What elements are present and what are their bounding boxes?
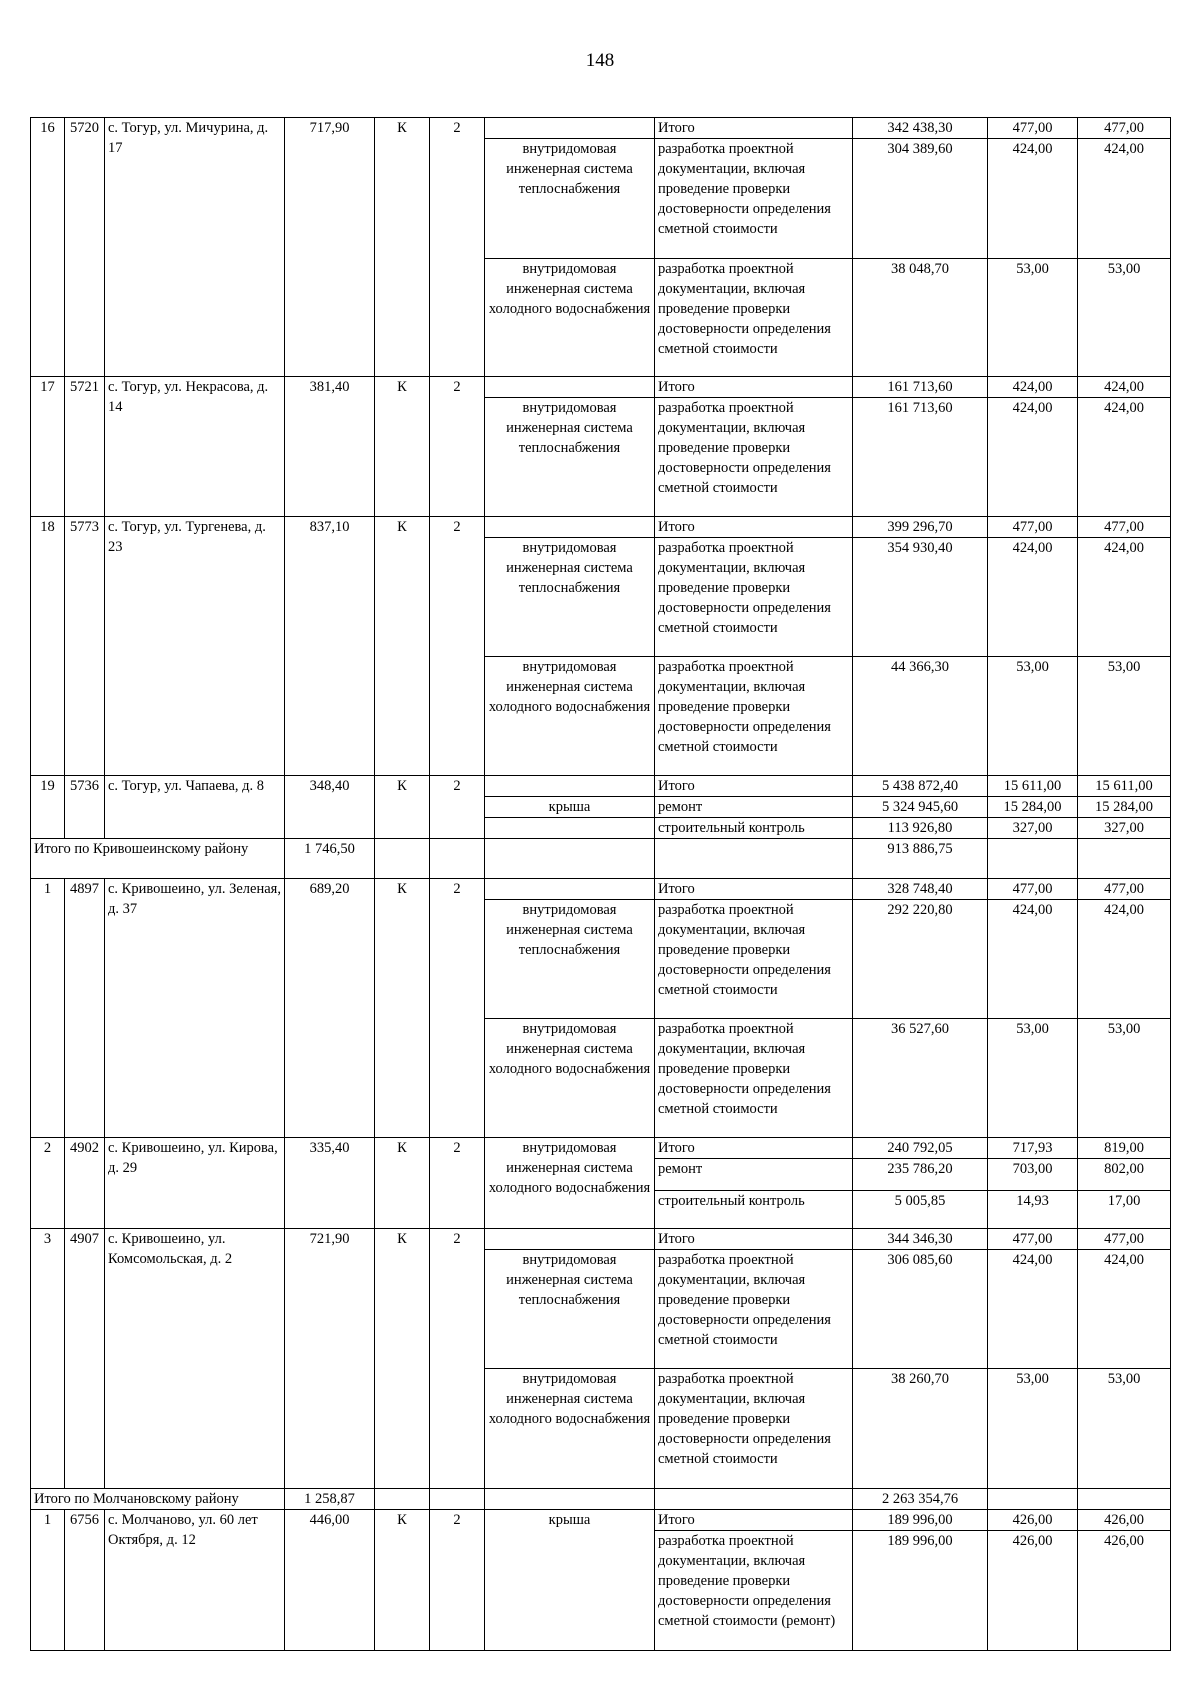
house-id: 5721 bbox=[65, 377, 105, 517]
work-type: Итого bbox=[655, 517, 853, 538]
district-total-sum: 913 886,75 bbox=[853, 839, 988, 879]
house-id: 4907 bbox=[65, 1229, 105, 1489]
row-number: 17 bbox=[31, 377, 65, 517]
table-row bbox=[31, 1138, 1171, 1159]
cost-total: 161 713,60 bbox=[853, 377, 988, 398]
house-stage: 2 bbox=[430, 1229, 485, 1489]
cost-limit-per-sqm: 477,00 bbox=[1078, 517, 1171, 538]
cost-per-sqm: 424,00 bbox=[988, 398, 1078, 517]
work-type: Итого bbox=[655, 1138, 853, 1159]
house-area: 348,40 bbox=[285, 776, 375, 839]
cost-total: 240 792,05 bbox=[853, 1138, 988, 1159]
cost-per-sqm: 53,00 bbox=[988, 1019, 1078, 1138]
cost-per-sqm: 14,93 bbox=[988, 1191, 1078, 1229]
house-stage: 2 bbox=[430, 1510, 485, 1651]
engineering-system: внутридомовая инженерная система холодного водоснабжения bbox=[485, 1369, 655, 1489]
cost-per-sqm: 424,00 bbox=[988, 1250, 1078, 1369]
work-type: разработка проектной документации, включая проведение проверки достоверности определения сметной стоимости bbox=[655, 398, 853, 517]
cost-total: 5 438 872,40 bbox=[853, 776, 988, 797]
empty-cell bbox=[1078, 839, 1171, 879]
work-type: ремонт bbox=[655, 797, 853, 818]
empty-cell bbox=[375, 839, 430, 879]
cost-per-sqm: 327,00 bbox=[988, 818, 1078, 839]
work-type: разработка проектной документации, включая проведение проверки достоверности определения сметной стоимости bbox=[655, 538, 853, 657]
house-category: К bbox=[375, 118, 430, 377]
cost-limit-per-sqm: 424,00 bbox=[1078, 1250, 1171, 1369]
cost-per-sqm: 53,00 bbox=[988, 1369, 1078, 1489]
engineering-system: внутридомовая инженерная система теплоснабжения bbox=[485, 398, 655, 517]
cost-per-sqm: 424,00 bbox=[988, 377, 1078, 398]
engineering-system: внутридомовая инженерная система холодного водоснабжения bbox=[485, 259, 655, 377]
district-total-area: 1 258,87 bbox=[285, 1489, 375, 1510]
cost-total: 161 713,60 bbox=[853, 398, 988, 517]
district-total-row bbox=[31, 1489, 1171, 1510]
cost-total: 38 260,70 bbox=[853, 1369, 988, 1489]
house-address: с. Кривошеино, ул. Зеленая, д. 37 bbox=[105, 879, 285, 1138]
cost-per-sqm: 703,00 bbox=[988, 1159, 1078, 1191]
cost-limit-per-sqm: 819,00 bbox=[1078, 1138, 1171, 1159]
house-id: 5773 bbox=[65, 517, 105, 776]
work-type: ремонт bbox=[655, 1159, 853, 1191]
table-row bbox=[31, 377, 1171, 398]
cost-limit-per-sqm: 327,00 bbox=[1078, 818, 1171, 839]
engineering-system: внутридомовая инженерная система холодного водоснабжения bbox=[485, 657, 655, 776]
house-id: 6756 bbox=[65, 1510, 105, 1651]
house-area: 381,40 bbox=[285, 377, 375, 517]
work-type: разработка проектной документации, включая проведение проверки достоверности определения сметной стоимости bbox=[655, 1369, 853, 1489]
cost-per-sqm: 477,00 bbox=[988, 118, 1078, 139]
engineering-system bbox=[485, 377, 655, 398]
empty-cell bbox=[655, 839, 853, 879]
house-id: 4902 bbox=[65, 1138, 105, 1229]
empty-cell bbox=[485, 839, 655, 879]
work-type: разработка проектной документации, включая проведение проверки достоверности определения сметной стоимости (ремонт) bbox=[655, 1531, 853, 1651]
cost-total: 292 220,80 bbox=[853, 900, 988, 1019]
table-row bbox=[31, 118, 1171, 139]
cost-limit-per-sqm: 802,00 bbox=[1078, 1159, 1171, 1191]
cost-per-sqm: 15 284,00 bbox=[988, 797, 1078, 818]
row-number: 16 bbox=[31, 118, 65, 377]
cost-per-sqm: 426,00 bbox=[988, 1510, 1078, 1531]
capital-repair-table bbox=[30, 117, 1171, 1651]
engineering-system bbox=[485, 517, 655, 538]
engineering-system bbox=[485, 118, 655, 139]
cost-total: 36 527,60 bbox=[853, 1019, 988, 1138]
house-address: с. Кривошеино, ул. Кирова, д. 29 bbox=[105, 1138, 285, 1229]
table-row bbox=[31, 517, 1171, 538]
house-area: 837,10 bbox=[285, 517, 375, 776]
house-area: 335,40 bbox=[285, 1138, 375, 1229]
cost-limit-per-sqm: 15 284,00 bbox=[1078, 797, 1171, 818]
house-category: К bbox=[375, 776, 430, 839]
cost-per-sqm: 477,00 bbox=[988, 879, 1078, 900]
cost-limit-per-sqm: 426,00 bbox=[1078, 1531, 1171, 1651]
cost-limit-per-sqm: 477,00 bbox=[1078, 1229, 1171, 1250]
cost-per-sqm: 426,00 bbox=[988, 1531, 1078, 1651]
engineering-system: внутридомовая инженерная система холодного водоснабжения bbox=[485, 1138, 655, 1229]
work-type: Итого bbox=[655, 118, 853, 139]
cost-per-sqm: 53,00 bbox=[988, 657, 1078, 776]
empty-cell bbox=[988, 1489, 1078, 1510]
cost-total: 189 996,00 bbox=[853, 1531, 988, 1651]
empty-cell bbox=[430, 839, 485, 879]
cost-limit-per-sqm: 53,00 bbox=[1078, 1019, 1171, 1138]
house-address: с. Кривошеино, ул. Комсомольская, д. 2 bbox=[105, 1229, 285, 1489]
engineering-system bbox=[485, 1229, 655, 1250]
cost-per-sqm: 424,00 bbox=[988, 139, 1078, 259]
cost-per-sqm: 53,00 bbox=[988, 259, 1078, 377]
row-number: 3 bbox=[31, 1229, 65, 1489]
work-type: разработка проектной документации, включая проведение проверки достоверности определения сметной стоимости bbox=[655, 1019, 853, 1138]
cost-total: 399 296,70 bbox=[853, 517, 988, 538]
district-total-area: 1 746,50 bbox=[285, 839, 375, 879]
row-number: 19 bbox=[31, 776, 65, 839]
cost-total: 5 324 945,60 bbox=[853, 797, 988, 818]
house-id: 5720 bbox=[65, 118, 105, 377]
cost-total: 344 346,30 bbox=[853, 1229, 988, 1250]
empty-cell bbox=[485, 1489, 655, 1510]
cost-total: 5 005,85 bbox=[853, 1191, 988, 1229]
empty-cell bbox=[1078, 1489, 1171, 1510]
cost-total: 113 926,80 bbox=[853, 818, 988, 839]
engineering-system: внутридомовая инженерная система теплоснабжения bbox=[485, 139, 655, 259]
cost-total: 44 366,30 bbox=[853, 657, 988, 776]
cost-total: 235 786,20 bbox=[853, 1159, 988, 1191]
work-type: Итого bbox=[655, 776, 853, 797]
row-number: 1 bbox=[31, 1510, 65, 1651]
cost-limit-per-sqm: 424,00 bbox=[1078, 900, 1171, 1019]
house-stage: 2 bbox=[430, 1138, 485, 1229]
house-area: 717,90 bbox=[285, 118, 375, 377]
work-type: Итого bbox=[655, 1229, 853, 1250]
district-total-row bbox=[31, 839, 1171, 879]
work-type: Итого bbox=[655, 1510, 853, 1531]
district-total-sum: 2 263 354,76 bbox=[853, 1489, 988, 1510]
house-stage: 2 bbox=[430, 517, 485, 776]
work-type: строительный контроль bbox=[655, 1191, 853, 1229]
engineering-system: крыша bbox=[485, 1510, 655, 1651]
engineering-system bbox=[485, 776, 655, 797]
cost-total: 328 748,40 bbox=[853, 879, 988, 900]
house-address: с. Тогур, ул. Тургенева, д. 23 bbox=[105, 517, 285, 776]
work-type: Итого bbox=[655, 879, 853, 900]
house-area: 446,00 bbox=[285, 1510, 375, 1651]
engineering-system bbox=[485, 879, 655, 900]
cost-limit-per-sqm: 477,00 bbox=[1078, 118, 1171, 139]
row-number: 18 bbox=[31, 517, 65, 776]
house-category: К bbox=[375, 1510, 430, 1651]
cost-per-sqm: 15 611,00 bbox=[988, 776, 1078, 797]
house-address: с. Тогур, ул. Некрасова, д. 14 bbox=[105, 377, 285, 517]
cost-total: 189 996,00 bbox=[853, 1510, 988, 1531]
table-row bbox=[31, 776, 1171, 797]
house-area: 689,20 bbox=[285, 879, 375, 1138]
cost-limit-per-sqm: 17,00 bbox=[1078, 1191, 1171, 1229]
house-area: 721,90 bbox=[285, 1229, 375, 1489]
cost-limit-per-sqm: 426,00 bbox=[1078, 1510, 1171, 1531]
work-type: разработка проектной документации, включая проведение проверки достоверности определения сметной стоимости bbox=[655, 657, 853, 776]
work-type: разработка проектной документации, включая проведение проверки достоверности определения сметной стоимости bbox=[655, 1250, 853, 1369]
cost-limit-per-sqm: 53,00 bbox=[1078, 657, 1171, 776]
cost-total: 306 085,60 bbox=[853, 1250, 988, 1369]
house-id: 4897 bbox=[65, 879, 105, 1138]
page-number: 148 bbox=[585, 50, 615, 71]
house-address: с. Тогур, ул. Чапаева, д. 8 bbox=[105, 776, 285, 839]
house-category: К bbox=[375, 879, 430, 1138]
table-row bbox=[31, 1510, 1171, 1531]
cost-limit-per-sqm: 424,00 bbox=[1078, 139, 1171, 259]
house-category: К bbox=[375, 377, 430, 517]
empty-cell bbox=[655, 1489, 853, 1510]
work-type: разработка проектной документации, включая проведение проверки достоверности определения сметной стоимости bbox=[655, 900, 853, 1019]
engineering-system bbox=[485, 818, 655, 839]
engineering-system: внутридомовая инженерная система теплоснабжения bbox=[485, 538, 655, 657]
house-category: К bbox=[375, 1138, 430, 1229]
engineering-system: крыша bbox=[485, 797, 655, 818]
empty-cell bbox=[988, 839, 1078, 879]
house-category: К bbox=[375, 517, 430, 776]
house-id: 5736 bbox=[65, 776, 105, 839]
house-stage: 2 bbox=[430, 118, 485, 377]
empty-cell bbox=[375, 1489, 430, 1510]
district-total-label: Итого по Кривошеинскому району bbox=[31, 839, 285, 879]
cost-per-sqm: 424,00 bbox=[988, 538, 1078, 657]
engineering-system: внутридомовая инженерная система теплоснабжения bbox=[485, 900, 655, 1019]
cost-total: 38 048,70 bbox=[853, 259, 988, 377]
house-address: с. Тогур, ул. Мичурина, д. 17 bbox=[105, 118, 285, 377]
cost-limit-per-sqm: 424,00 bbox=[1078, 398, 1171, 517]
cost-limit-per-sqm: 53,00 bbox=[1078, 1369, 1171, 1489]
cost-total: 342 438,30 bbox=[853, 118, 988, 139]
table-row bbox=[31, 879, 1171, 900]
empty-cell bbox=[430, 1489, 485, 1510]
house-stage: 2 bbox=[430, 879, 485, 1138]
cost-limit-per-sqm: 477,00 bbox=[1078, 879, 1171, 900]
cost-limit-per-sqm: 53,00 bbox=[1078, 259, 1171, 377]
house-stage: 2 bbox=[430, 776, 485, 839]
house-category: К bbox=[375, 1229, 430, 1489]
work-type: Итого bbox=[655, 377, 853, 398]
cost-per-sqm: 477,00 bbox=[988, 517, 1078, 538]
engineering-system: внутридомовая инженерная система теплоснабжения bbox=[485, 1250, 655, 1369]
row-number: 1 bbox=[31, 879, 65, 1138]
house-stage: 2 bbox=[430, 377, 485, 517]
work-type: разработка проектной документации, включая проведение проверки достоверности определения сметной стоимости bbox=[655, 259, 853, 377]
cost-limit-per-sqm: 15 611,00 bbox=[1078, 776, 1171, 797]
work-type: разработка проектной документации, включая проведение проверки достоверности определения сметной стоимости bbox=[655, 139, 853, 259]
cost-per-sqm: 424,00 bbox=[988, 900, 1078, 1019]
cost-limit-per-sqm: 424,00 bbox=[1078, 538, 1171, 657]
cost-per-sqm: 477,00 bbox=[988, 1229, 1078, 1250]
engineering-system: внутридомовая инженерная система холодного водоснабжения bbox=[485, 1019, 655, 1138]
cost-total: 304 389,60 bbox=[853, 139, 988, 259]
cost-total: 354 930,40 bbox=[853, 538, 988, 657]
house-address: с. Молчаново, ул. 60 лет Октября, д. 12 bbox=[105, 1510, 285, 1651]
row-number: 2 bbox=[31, 1138, 65, 1229]
cost-per-sqm: 717,93 bbox=[988, 1138, 1078, 1159]
district-total-label: Итого по Молчановскому району bbox=[31, 1489, 285, 1510]
cost-limit-per-sqm: 424,00 bbox=[1078, 377, 1171, 398]
table-row bbox=[31, 1229, 1171, 1250]
work-type: строительный контроль bbox=[655, 818, 853, 839]
